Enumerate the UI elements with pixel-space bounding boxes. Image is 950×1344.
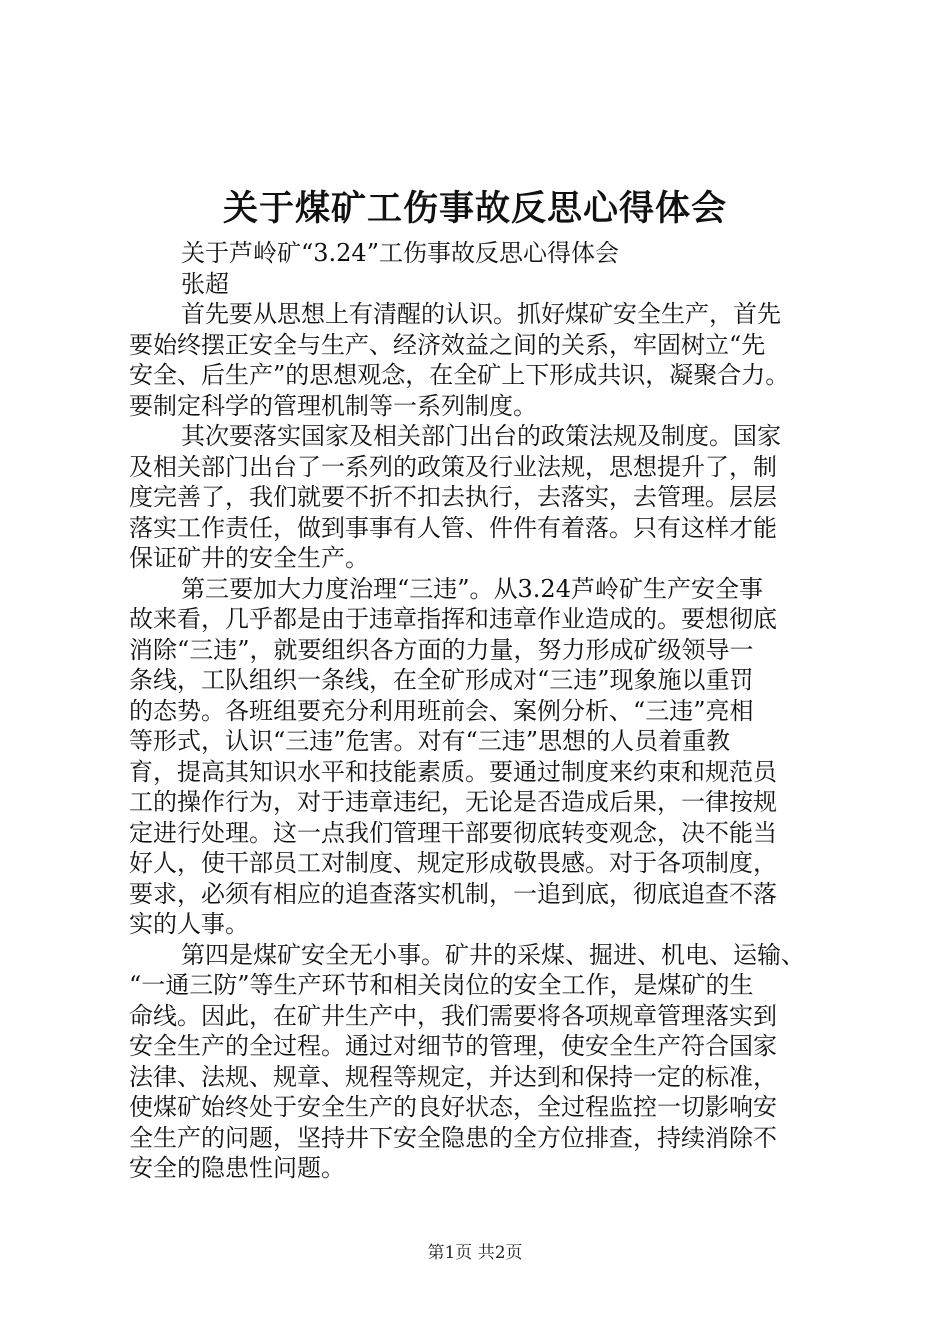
body-line: 条线，工队组织一条线，在全矿形成对“三违”现象施以重罚 [129, 666, 754, 694]
page-footer: 第1页 共2页 [427, 1243, 523, 1263]
body-line: 度完善了，我们就要不折不扣去执行，去落实，去管理。层层 [129, 483, 777, 511]
document-title: 关于煤矿工伤事故反思心得体会 [222, 188, 727, 229]
body-line: 使煤矿始终处于安全生产的良好状态，全过程监控一切影响安 [129, 1093, 777, 1121]
body-line: 的态势。各班组要充分利用班前会、案例分析、“三违”亮相 [129, 696, 754, 725]
body-line: 法律、法规、规章、规程等规定，并达到和保持一定的标准， [129, 1062, 777, 1091]
body-line: 全生产的问题，坚持井下安全隐患的全方位排查，持续消除不 [129, 1123, 777, 1152]
body-line: 要求，必须有相应的追查落实机制，一追到底，彻底追查不落 [129, 879, 777, 908]
body-line: 及相关部门出台了一系列的政策及行业法规，思想提升了，制 [129, 452, 777, 481]
body-line: 保证矿井的安全生产。 [129, 544, 369, 572]
body-line: 张超 [181, 269, 229, 298]
body-line: 要制定科学的管理机制等一系列制度。 [129, 391, 537, 420]
body-line: 好人，使干部员工对制度、规定形成敬畏感。对于各项制度， [129, 849, 777, 877]
body-line: 要始终摆正安全与生产、经济效益之间的关系，牢固树立“先 [129, 330, 766, 359]
body-line: 实的人事。 [129, 910, 249, 938]
body-line: 安全、后生产”的思想观念，在全矿上下形成共识，凝聚合力。 [129, 361, 790, 389]
body-line: 故来看，几乎都是由于违章指挥和违章作业造成的。要想彻底 [129, 605, 777, 633]
document-body [129, 238, 833, 1184]
body-line: 其次要落实国家及相关部门出台的政策法规及制度。国家 [181, 422, 781, 450]
body-line: 安全生产的全过程。通过对细节的管理，使安全生产符合国家 [129, 1032, 777, 1060]
body-line: 命线。因此，在矿井生产中，我们需要将各项规章管理落实到 [129, 1001, 777, 1030]
body-line: 消除“三违”，就要组织各方面的力量，努力形成矿级领导一 [129, 635, 754, 664]
body-line: 工的操作行为，对于违章违纪，无论是否造成后果，一律按规 [129, 788, 777, 816]
body-line: 定进行处理。这一点我们管理干部要彻底转变观念，决不能当 [129, 818, 777, 847]
body-line: 第三要加大力度治理“三违”。从3.24芦岭矿生产安全事 [181, 574, 763, 603]
body-line: 等形式，认识“三违”危害。对有“三违”思想的人员着重教 [129, 727, 731, 755]
body-line: 安全的隐患性问题。 [129, 1154, 345, 1182]
body-line: 首先要从思想上有清醒的认识。抓好煤矿安全生产，首先 [181, 300, 781, 328]
body-line: “一通三防”等生产环节和相关岗位的安全工作，是煤矿的生 [129, 971, 754, 999]
body-line: 第四是煤矿安全无小事。矿井的采煤、掘进、机电、运输、 [181, 940, 805, 969]
body-line: 关于芦岭矿“3.24”工伤事故反思心得体会 [181, 239, 619, 267]
body-line: 育，提高其知识水平和技能素质。要通过制度来约束和规范员 [129, 757, 777, 786]
body-line: 落实工作责任，做到事事有人管、件件有着落。只有这样才能 [129, 513, 777, 542]
